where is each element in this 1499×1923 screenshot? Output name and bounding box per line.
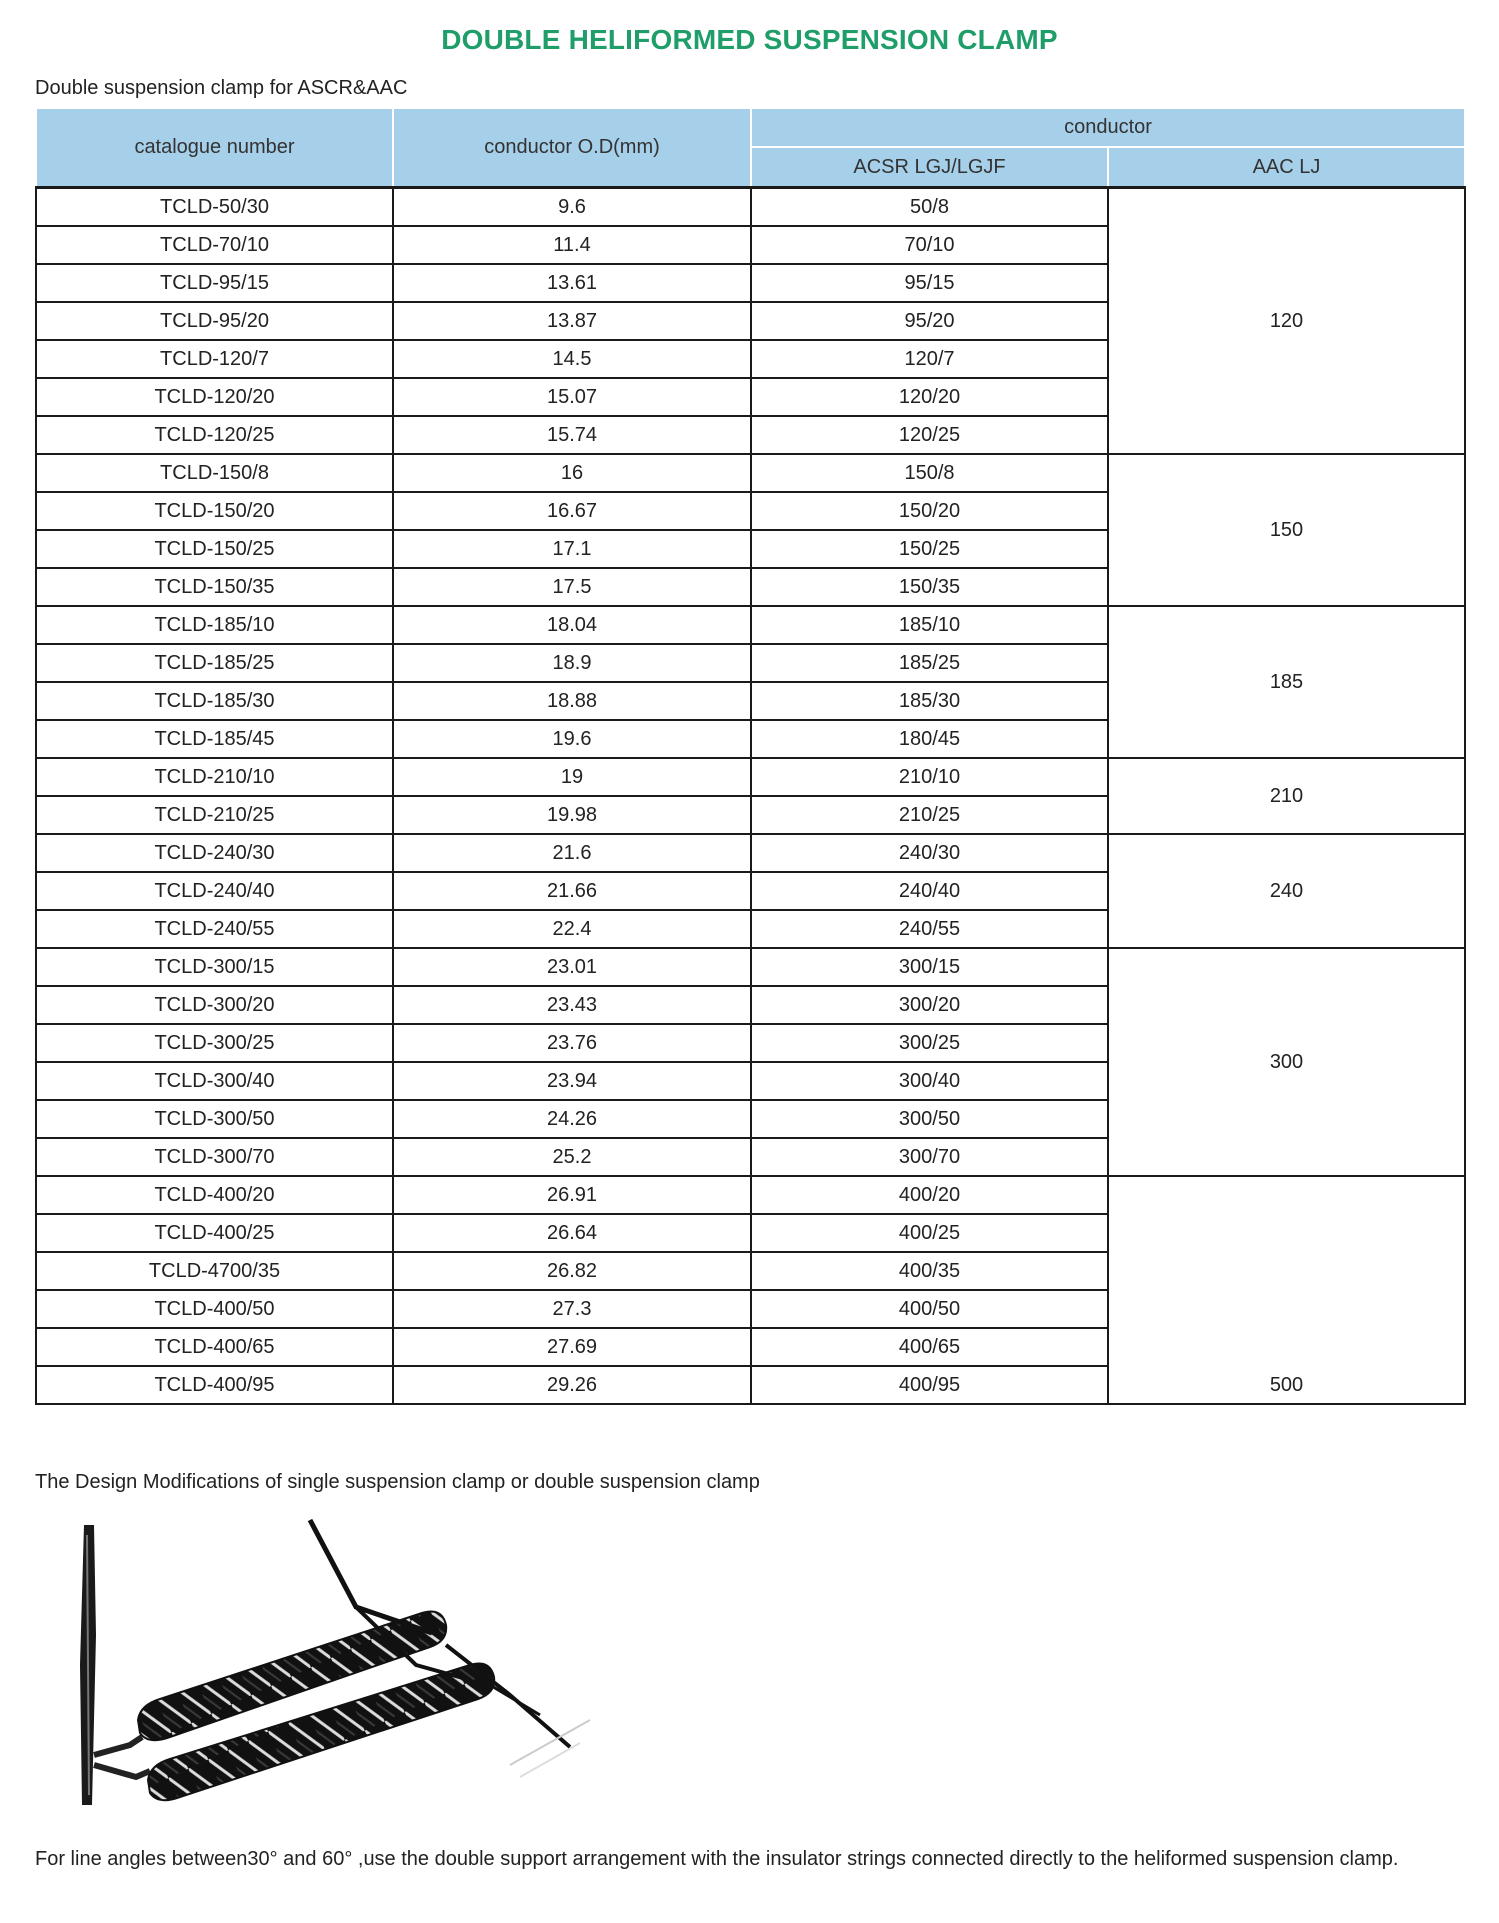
cell-acsr: 95/20 xyxy=(751,302,1108,340)
table-row xyxy=(36,454,1465,492)
header-conductor-od: conductor O.D(mm) xyxy=(393,108,751,188)
cell-conductor-od: 23.01 xyxy=(393,948,751,986)
cell-catalogue-number: TCLD-150/35 xyxy=(36,568,393,606)
cell-catalogue-number: TCLD-150/8 xyxy=(36,454,393,492)
cell-conductor-od: 26.64 xyxy=(393,1214,751,1252)
header-aac: AAC LJ xyxy=(1108,147,1465,188)
page-title: DOUBLE HELIFORMED SUSPENSION CLAMP xyxy=(441,24,1058,55)
cell-conductor-od: 13.87 xyxy=(393,302,751,340)
cell-conductor-od: 18.04 xyxy=(393,606,751,644)
header-conductor: conductor xyxy=(751,108,1465,147)
cell-aac: 120 xyxy=(1108,188,1465,455)
cell-acsr: 150/25 xyxy=(751,530,1108,568)
cell-catalogue-number: TCLD-400/20 xyxy=(36,1176,393,1214)
cell-aac: 240 xyxy=(1108,834,1465,948)
cell-conductor-od: 14.5 xyxy=(393,340,751,378)
cell-aac: 150 xyxy=(1108,454,1465,606)
cell-acsr: 300/50 xyxy=(751,1100,1108,1138)
cell-catalogue-number: TCLD-150/20 xyxy=(36,492,393,530)
cell-catalogue-number: TCLD-400/25 xyxy=(36,1214,393,1252)
cell-acsr: 50/8 xyxy=(751,188,1108,227)
cell-acsr: 400/20 xyxy=(751,1176,1108,1214)
cell-acsr: 400/50 xyxy=(751,1290,1108,1328)
cell-conductor-od: 26.91 xyxy=(393,1176,751,1214)
cell-acsr: 300/70 xyxy=(751,1138,1108,1176)
table-row xyxy=(36,834,1465,872)
cell-conductor-od: 15.07 xyxy=(393,378,751,416)
cell-catalogue-number: TCLD-300/15 xyxy=(36,948,393,986)
cell-aac: 300 xyxy=(1108,948,1465,1176)
cell-acsr: 185/30 xyxy=(751,682,1108,720)
cell-conductor-od: 19.98 xyxy=(393,796,751,834)
cell-catalogue-number: TCLD-185/30 xyxy=(36,682,393,720)
cell-conductor-od: 19.6 xyxy=(393,720,751,758)
cell-conductor-od: 22.4 xyxy=(393,910,751,948)
cell-acsr: 400/35 xyxy=(751,1252,1108,1290)
cell-conductor-od: 23.94 xyxy=(393,1062,751,1100)
cell-conductor-od: 17.1 xyxy=(393,530,751,568)
cell-conductor-od: 16 xyxy=(393,454,751,492)
cell-acsr: 150/35 xyxy=(751,568,1108,606)
cell-acsr: 400/25 xyxy=(751,1214,1108,1252)
cell-conductor-od: 16.67 xyxy=(393,492,751,530)
cell-catalogue-number: TCLD-70/10 xyxy=(36,226,393,264)
table-row xyxy=(36,758,1465,796)
cell-acsr: 240/55 xyxy=(751,910,1108,948)
cell-catalogue-number: TCLD-300/25 xyxy=(36,1024,393,1062)
cell-acsr: 240/40 xyxy=(751,872,1108,910)
header-acsr: ACSR LGJ/LGJF xyxy=(751,147,1108,188)
cell-catalogue-number: TCLD-300/70 xyxy=(36,1138,393,1176)
cell-conductor-od: 29.26 xyxy=(393,1366,751,1404)
double-suspension-clamp-illustration xyxy=(70,1515,710,1815)
cell-catalogue-number: TCLD-400/65 xyxy=(36,1328,393,1366)
table-body xyxy=(36,188,1465,1405)
cell-conductor-od: 23.76 xyxy=(393,1024,751,1062)
cell-acsr: 70/10 xyxy=(751,226,1108,264)
cell-conductor-od: 18.9 xyxy=(393,644,751,682)
cell-conductor-od: 9.6 xyxy=(393,188,751,227)
cell-catalogue-number: TCLD-210/10 xyxy=(36,758,393,796)
cell-catalogue-number: TCLD-185/25 xyxy=(36,644,393,682)
cell-catalogue-number: TCLD-300/40 xyxy=(36,1062,393,1100)
cell-acsr: 400/65 xyxy=(751,1328,1108,1366)
cell-catalogue-number: TCLD-95/15 xyxy=(36,264,393,302)
cell-acsr: 300/40 xyxy=(751,1062,1108,1100)
table-row xyxy=(36,948,1465,986)
header-catalogue-number: catalogue number xyxy=(36,108,393,188)
cell-catalogue-number: TCLD-4700/35 xyxy=(36,1252,393,1290)
cell-catalogue-number: TCLD-400/50 xyxy=(36,1290,393,1328)
cell-acsr: 300/20 xyxy=(751,986,1108,1024)
cell-catalogue-number: TCLD-120/7 xyxy=(36,340,393,378)
cell-conductor-od: 13.61 xyxy=(393,264,751,302)
cell-catalogue-number: TCLD-240/55 xyxy=(36,910,393,948)
cell-conductor-od: 27.69 xyxy=(393,1328,751,1366)
cell-acsr: 120/20 xyxy=(751,378,1108,416)
cell-acsr: 240/30 xyxy=(751,834,1108,872)
cell-catalogue-number: TCLD-150/25 xyxy=(36,530,393,568)
table-row xyxy=(36,606,1465,644)
cell-aac: 185 xyxy=(1108,606,1465,758)
cell-acsr: 150/20 xyxy=(751,492,1108,530)
cell-acsr: 185/25 xyxy=(751,644,1108,682)
cell-catalogue-number: TCLD-210/25 xyxy=(36,796,393,834)
cell-conductor-od: 21.6 xyxy=(393,834,751,872)
table-row xyxy=(36,188,1465,227)
cell-acsr: 180/45 xyxy=(751,720,1108,758)
design-note: The Design Modifications of single suspension clamp or double suspension clamp xyxy=(35,1471,760,1493)
cell-acsr: 210/10 xyxy=(751,758,1108,796)
usage-note: For line angles between30° and 60° ,use the double support arrangement with the insulator strings connected directly to the heliformed suspension clamp. xyxy=(35,1848,1399,1870)
cell-catalogue-number: TCLD-185/45 xyxy=(36,720,393,758)
cell-conductor-od: 25.2 xyxy=(393,1138,751,1176)
table-header xyxy=(36,108,1465,188)
cell-catalogue-number: TCLD-300/50 xyxy=(36,1100,393,1138)
cell-catalogue-number: TCLD-120/25 xyxy=(36,416,393,454)
cell-conductor-od: 21.66 xyxy=(393,872,751,910)
cell-acsr: 120/7 xyxy=(751,340,1108,378)
cell-conductor-od: 15.74 xyxy=(393,416,751,454)
cell-catalogue-number: TCLD-185/10 xyxy=(36,606,393,644)
cell-catalogue-number: TCLD-120/20 xyxy=(36,378,393,416)
cell-conductor-od: 23.43 xyxy=(393,986,751,1024)
cell-acsr: 120/25 xyxy=(751,416,1108,454)
cell-aac: 500 xyxy=(1108,1176,1465,1404)
cell-acsr: 185/10 xyxy=(751,606,1108,644)
cell-acsr: 300/25 xyxy=(751,1024,1108,1062)
cell-acsr: 300/15 xyxy=(751,948,1108,986)
spec-table xyxy=(35,107,1466,1405)
cell-conductor-od: 17.5 xyxy=(393,568,751,606)
cell-acsr: 95/15 xyxy=(751,264,1108,302)
cell-catalogue-number: TCLD-240/30 xyxy=(36,834,393,872)
cell-conductor-od: 24.26 xyxy=(393,1100,751,1138)
cell-catalogue-number: TCLD-400/95 xyxy=(36,1366,393,1404)
cell-aac: 210 xyxy=(1108,758,1465,834)
cell-acsr: 210/25 xyxy=(751,796,1108,834)
cell-acsr: 150/8 xyxy=(751,454,1108,492)
cell-conductor-od: 18.88 xyxy=(393,682,751,720)
table-caption: Double suspension clamp for ASCR&AAC xyxy=(35,77,408,99)
table-row xyxy=(36,1176,1465,1214)
cell-catalogue-number: TCLD-240/40 xyxy=(36,872,393,910)
cell-catalogue-number: TCLD-95/20 xyxy=(36,302,393,340)
cell-conductor-od: 27.3 xyxy=(393,1290,751,1328)
cell-acsr: 400/95 xyxy=(751,1366,1108,1404)
cell-catalogue-number: TCLD-300/20 xyxy=(36,986,393,1024)
cell-catalogue-number: TCLD-50/30 xyxy=(36,188,393,227)
cell-conductor-od: 26.82 xyxy=(393,1252,751,1290)
cell-conductor-od: 19 xyxy=(393,758,751,796)
cell-conductor-od: 11.4 xyxy=(393,226,751,264)
